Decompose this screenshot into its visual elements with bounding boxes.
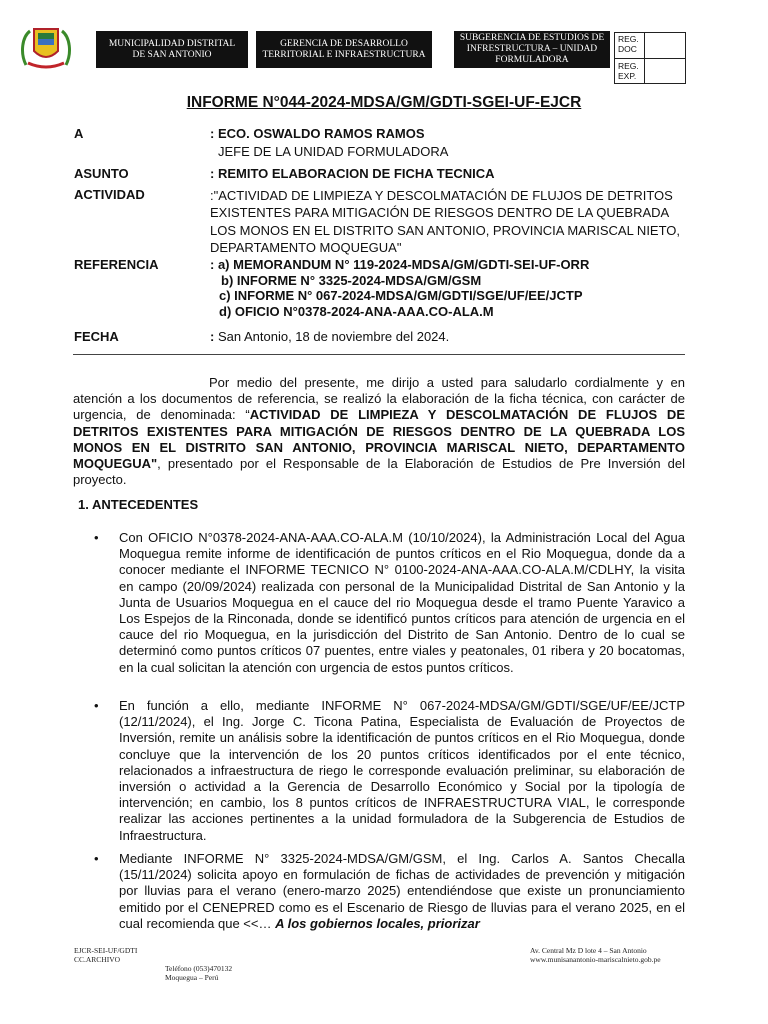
field-referencia-label: REFERENCIA xyxy=(74,257,159,272)
bullet-dot: • xyxy=(94,851,99,866)
field-a-subtitle: JEFE DE LA UNIDAD FORMULADORA xyxy=(218,144,449,159)
bullet-paragraph-3: Mediante INFORME N° 3325-2024-MDSA/GM/GSM, el Ing. Carlos A. Santos Checalla (15/11/2024) solicita apoyo en formulación de fichas de actividades de prevención y mitigación por lluvias para el verano (enero-marzo 2025) entendiéndose que existe un pronunciamiento emitido por el CENEPRED como es el Escenario de Riesgo de lluvias para el verano 2025, en el cual recomienda que <<… A los gobiernos locales, priorizar xyxy=(119,851,685,931)
municipality-logo xyxy=(20,25,72,71)
intro-paragraph: Por medio del presente, me dirijo a usted para saludarlo cordialmente y en atención a los documentos de referencia, se realizó la elaboración de la ficha técnica, con carácter de urgencia, de denominada: “ACTIVIDAD DE LIMPIEZA Y DESCOLMATACIÓN DE FLUJOS DE DETRITOS EXISTENTES PARA MITIGACIÓN DE RIESGOS DENTRO DE LA QUEBRADA LOS MONOS EN EL DISTRITO SAN ANTONIO, PROVINCIA MARISCAL NIETO, DEPARTAMENTO MOQUEGUA", presentado por el Responsable de la Elaboración de Estudios de Pre Inversión del proyecto. xyxy=(73,375,685,488)
document-title: INFORME N°044-2024-MDSA/GM/GDTI-SGEI-UF-EJCR xyxy=(186,94,582,111)
divider xyxy=(73,354,685,355)
bullet-paragraph-2: En función a ello, mediante INFORME N° 067-2024-MDSA/GM/GDTI/SGE/UF/EE/JCTP (12/11/2024), el Ing. Jorge C. Ticona Patina, Especialista de Evaluación de Proyectos de Inversión, remite un análisis sobre la identificación de puntos críticos en el Rio Moquegua, donde concluye que la intervención de los 20 puntos críticos identificados por el ente técnico, relacionados a infraestructura de riego le corresponde evaluación preliminar, su elaboración de inversión o actividad a la Gerencia de Desarrollo Económico y Social por la tipología de intervención; en cambio, los 8 puntos críticos de INFRAESTRUCTURA VIAL, le corresponde realizar las acciones pertinentes a la unidad formuladora de la Subgerencia de Estudios de Infraestructura. xyxy=(119,698,685,843)
header-municipality-box: MUNICIPALIDAD DISTRITAL DE SAN ANTONIO xyxy=(96,31,248,68)
section-antecedentes-heading: 1. ANTECEDENTES xyxy=(78,497,199,512)
header-gerencia-box: GERENCIA DE DESARROLLO TERRITORIAL E INFRAESTRUCTURA xyxy=(256,31,432,68)
field-a-value: : ECO. OSWALDO RAMOS RAMOS xyxy=(210,126,425,141)
bullet-paragraph-1: Con OFICIO N°0378-2024-ANA-AAA.CO-ALA.M (10/10/2024), la Administración Local del Agua Moquegua remite informe de identificación de puntos críticos en el Rio Moquegua, donde da a conocer mediante el INFORME TECNICO N° 0100-2024-ANA-AAA.CO-ALA.M/CDLHY, la visita en campo (20/09/2024) realizada con personal de la Municipalidad Distrital de San Antonio y la Junta de Usuarios Moquegua en el cauce del rio Moquegua desde el tramo Puente Yaravico a Los Espejos de la Rinconada, donde se identificó puntos críticos para atención de urgencia en el cauce del rio Moquegua, en la jurisdicción del Distrito de San Antonio. Dentro de lo cual se determinó como puntos críticos 07 puentes, entre viales y peatonales, 01 ribera y 20 bocatomas, en la cual solicitan la atención con urgencia de estos puntos críticos. xyxy=(119,530,685,675)
field-asunto-value: : REMITO ELABORACION DE FICHA TECNICA xyxy=(210,166,495,181)
field-fecha-label: FECHA xyxy=(74,329,119,344)
reg-doc-label: REG. DOC xyxy=(615,33,645,58)
field-actividad-label: ACTIVIDAD xyxy=(74,187,145,202)
field-referencia-value: : a) MEMORANDUM N° 119-2024-MDSA/GM/GDTI-SEI-UF-ORR b) INFORME N° 3325-2024-MDSA/GM/GSM c) INFORME N° 067-2024-MDSA/GM/GDTI/SGE/UF/EE/JCTP d) OFICIO N°0378-2024-ANA-AAA.CO-ALA.M xyxy=(210,257,590,319)
field-fecha-value: : San Antonio, 18 de noviembre del 2024. xyxy=(210,329,450,344)
reg-exp-label: REG. EXP. xyxy=(615,59,645,84)
field-asunto-label: ASUNTO xyxy=(74,166,129,181)
registration-table xyxy=(614,32,686,84)
field-a-label: A xyxy=(74,126,84,141)
footer-address: Av. Central Mz D lote 4 – San Antonio www.munisanantonio-mariscalnieto.gob.pe xyxy=(530,946,661,964)
bullet-dot: • xyxy=(94,698,99,713)
footer-reference: EJCR-SEI-UF/GDTI CC.ARCHIVO xyxy=(74,946,138,964)
field-actividad-value: :"ACTIVIDAD DE LIMPIEZA Y DESCOLMATACIÓN DE FLUJOS DE DETRITOS EXISTENTES PARA MITIGACIÓN DE RIESGOS DENTRO DE LA QUEBRADA LOS MONOS EN EL DISTRITO SAN ANTONIO, PROVINCIA MARISCAL NIETO, DEPARTAMENTO MOQUEGUA" xyxy=(210,188,681,255)
bullet-dot: • xyxy=(94,530,99,545)
footer-contact: Teléfono (053)470132 Moquegua – Perú xyxy=(165,964,233,982)
header-subgerencia-box: SUBGERENCIA DE ESTUDIOS DE INFRESTRUCTURA – UNIDAD FORMULADORA xyxy=(454,31,610,68)
